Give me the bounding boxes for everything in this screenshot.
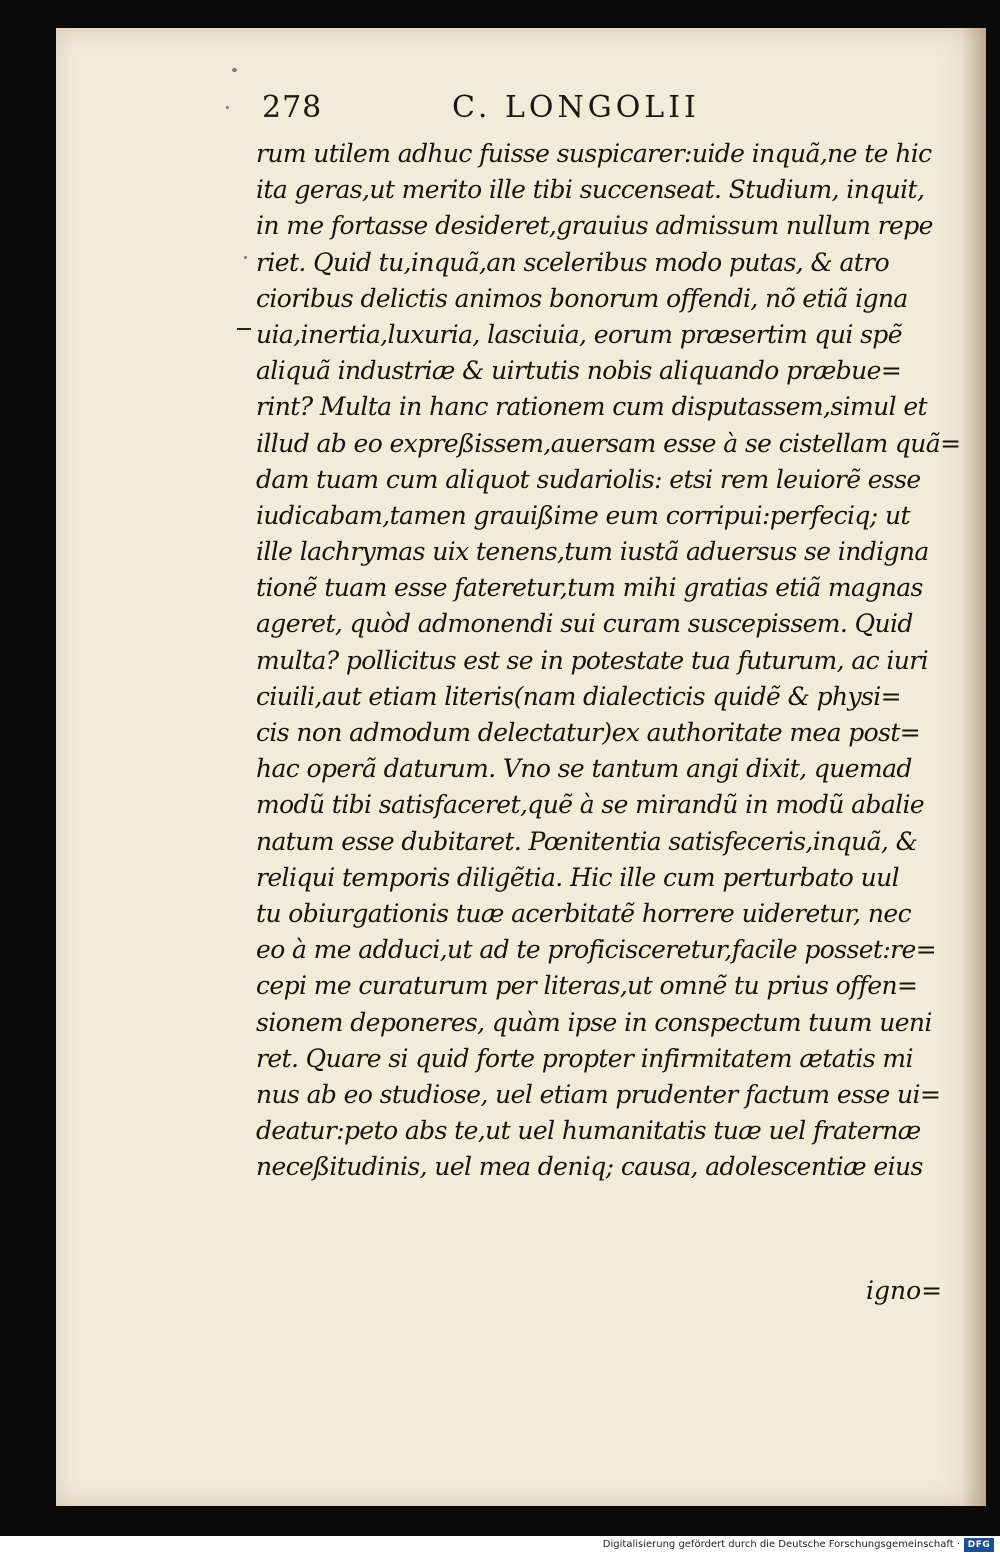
text-line: nus ab eo studiose, uel etiam prudenter factum esse ui=: [256, 1079, 941, 1109]
margin-mark: [237, 328, 251, 330]
text-line: ageret, quòd admonendi sui curam suscepissem. Quid: [256, 609, 913, 639]
text-line: cis non admodum delectatur)ex authoritate mea post=: [256, 718, 921, 747]
text-line: neceßitudinis, uel mea deniq; causa, adolescentiæ eius: [256, 1152, 923, 1182]
funding-credit: Digitalisierung gefördert durch die Deutsche Forschungsgemeinschaft ·: [602, 1539, 960, 1550]
text-line: reliqui temporis diligẽtia. Hic ille cum perturbato uul: [256, 862, 899, 892]
text-line: ret. Quare si quid forte propter infirmitatem ætatis mi: [256, 1043, 913, 1073]
text-line: rint? Multa in hanc rationem cum disputassem,simul et: [256, 392, 927, 422]
text-line: tu obiurgationis tuæ acerbitatẽ horrere uideretur, nec: [256, 898, 911, 928]
text-line: sionem deponeres, quàm ipse in conspectum tuum ueni: [256, 1007, 932, 1037]
body-text: [256, 136, 976, 1185]
text-line: illud ab eo expreßissem,auersam esse à se cistellam quã=: [256, 428, 961, 458]
text-line: multa? pollicitus est se in potestate tua futurum, ac iuri: [256, 645, 929, 675]
text-line: ita geras,ut merito ille tibi succenseat. Studium, inquit,: [256, 175, 925, 205]
text-line: tionẽ tuam esse fateretur,tum mihi gratias etiã magnas: [256, 573, 923, 603]
paper-speck: [226, 106, 229, 109]
page-header: [262, 90, 822, 130]
text-line: modũ tibi satisfaceret,quẽ à se mirandũ in modũ abalie: [256, 790, 925, 820]
text-line: natum esse dubitaret. Pœnitentia satisfeceris,inquã, &: [256, 826, 918, 856]
text-line: rum utilem adhuc fuisse suspicarer:uide inquã,ne te hic: [256, 139, 932, 168]
text-line: deatur:peto abs te,ut uel humanitatis tuæ uel fraternæ: [256, 1116, 921, 1146]
text-line: iudicabam,tamen grauißime eum corripui:perfeciq; ut: [256, 500, 910, 530]
running-head: C. LONGOLII: [452, 90, 700, 125]
digitization-footer: [0, 1536, 1000, 1556]
text-line: eo à me adduci,ut ad te proficisceretur,facile posset:re=: [256, 935, 937, 965]
text-line: uia,inertia,luxuria, lasciuia, eorum præsertim qui spẽ: [256, 319, 902, 349]
text-line: dam tuam cum aliquot sudariolis: etsi rem leuiorẽ esse: [256, 464, 921, 494]
text-line: cioribus delictis animos bonorum offendi, nõ etiã igna: [256, 283, 908, 313]
text-line: ciuili,aut etiam literis(nam dialecticis quidẽ & physi=: [256, 681, 902, 711]
text-line: in me fortasse desideret,grauius admissum nullum repe: [256, 211, 933, 241]
paper-speck: [232, 68, 237, 72]
dfg-logo-icon: DFG: [964, 1538, 994, 1552]
text-line: riet. Quid tu,inquã,an sceleribus modo putas, & atro: [256, 247, 890, 277]
text-line: aliquã industriæ & uirtutis nobis aliquando præbue=: [256, 356, 902, 386]
paper-speck: [244, 256, 247, 259]
text-line: cepi me curaturum per literas,ut omnẽ tu prius offen=: [256, 971, 918, 1001]
text-line: hac operã daturum. Vno se tantum angi dixit, quemad: [256, 754, 912, 784]
page-number: 278: [262, 90, 323, 125]
text-line: ille lachrymas uix tenens,tum iustã aduersus se indigna: [256, 537, 929, 567]
catchword: igno=: [866, 1276, 943, 1305]
